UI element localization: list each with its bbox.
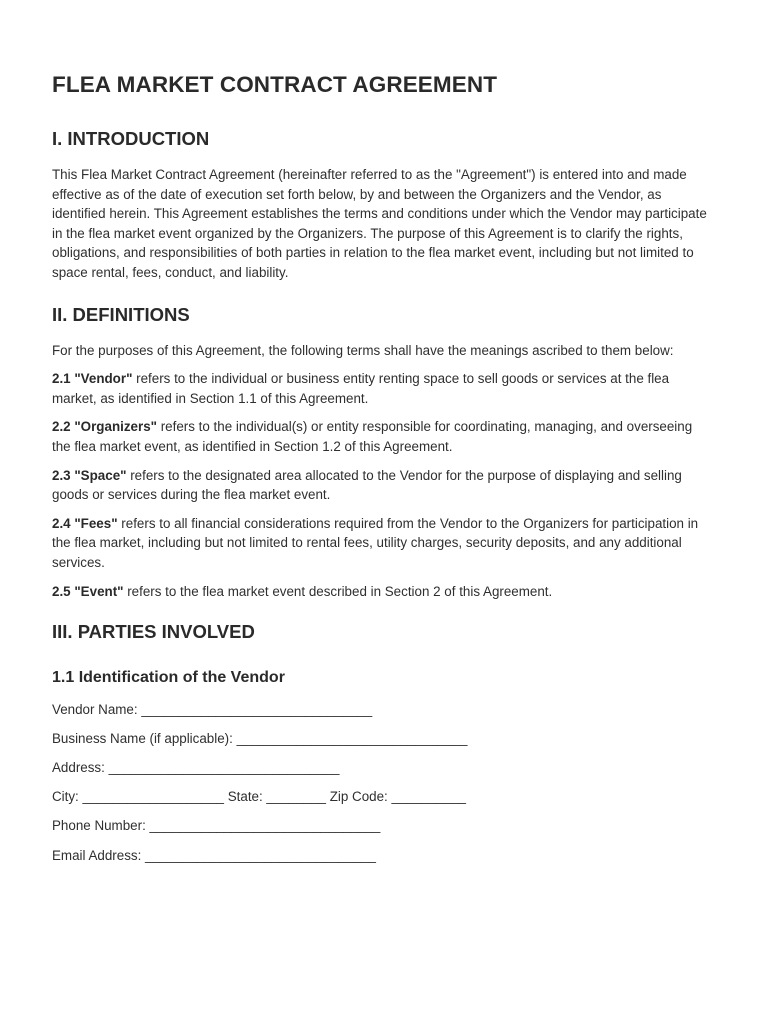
parties-heading: III. PARTIES INVOLVED bbox=[52, 621, 255, 643]
city-state-zip-field[interactable]: City: ___________________ State: ________ Zip Code: __________ bbox=[52, 789, 466, 805]
business-name-field[interactable]: Business Name (if applicable): _______________________________ bbox=[52, 731, 468, 747]
document-title: FLEA MARKET CONTRACT AGREEMENT bbox=[52, 72, 498, 97]
vendor-identification-heading: 1.1 Identification of the Vendor bbox=[52, 669, 285, 687]
definitions-intro: For the purposes of this Agreement, the following terms shall have the meanings ascribed to them below: bbox=[52, 342, 674, 358]
definition-text: refers to the flea market event described in Section 2 of this Agreement. bbox=[123, 583, 553, 599]
definition-item-organizers bbox=[52, 417, 712, 456]
address-field[interactable]: Address: _______________________________ bbox=[52, 760, 340, 776]
definition-item-fees bbox=[52, 514, 712, 573]
definition-text: refers to the individual(s) or entity responsible for coordinating, managing, and overseeing the flea market event, as identified in Section 1.2 of this Agreement. bbox=[52, 419, 693, 454]
email-address-field[interactable]: Email Address: _______________________________ bbox=[52, 847, 376, 863]
phone-number-field[interactable]: Phone Number: _______________________________ bbox=[52, 818, 381, 834]
definition-item-space bbox=[52, 466, 712, 505]
introduction-paragraph: This Flea Market Contract Agreement (hereinafter referred to as the "Agreement") is entered into and made effective as of the date of execution set forth below, by and between the Organizers and the Vendor, as identified herein. This Agreement establishes the terms and conditions under which the Vendor may participate in the flea market event organized by the Organizers. The purpose of this Agreement is to clarify the rights, obligations, and responsibilities of both parties in relation to the flea market event, including but not limited to space rental, fees, conduct, and liability. bbox=[52, 167, 707, 280]
definition-item-event bbox=[52, 582, 712, 602]
definition-text: refers to all financial considerations required from the Vendor to the Organizers for participation in the flea market, including but not limited to rental fees, utility charges, security deposits, and any additional services. bbox=[52, 515, 699, 570]
definition-text: refers to the individual or business entity renting space to sell goods or services at the flea market, as identified in Section 1.1 of this Agreement. bbox=[52, 371, 670, 406]
definition-term: 2.1 "Vendor" bbox=[52, 371, 133, 387]
definition-term: 2.5 "Event" bbox=[52, 583, 124, 599]
definition-item-vendor bbox=[52, 369, 712, 408]
introduction-heading: I. INTRODUCTION bbox=[52, 128, 210, 149]
definition-term: 2.4 "Fees" bbox=[52, 515, 118, 531]
definition-term: 2.2 "Organizers" bbox=[52, 419, 157, 435]
definition-text: refers to the designated area allocated to the Vendor for the purpose of displaying and selling goods or services during the flea market event. bbox=[52, 467, 682, 503]
vendor-name-field[interactable]: Vendor Name: _______________________________ bbox=[52, 702, 373, 718]
definitions-heading: II. DEFINITIONS bbox=[52, 303, 190, 325]
definition-term: 2.3 "Space" bbox=[52, 467, 127, 483]
